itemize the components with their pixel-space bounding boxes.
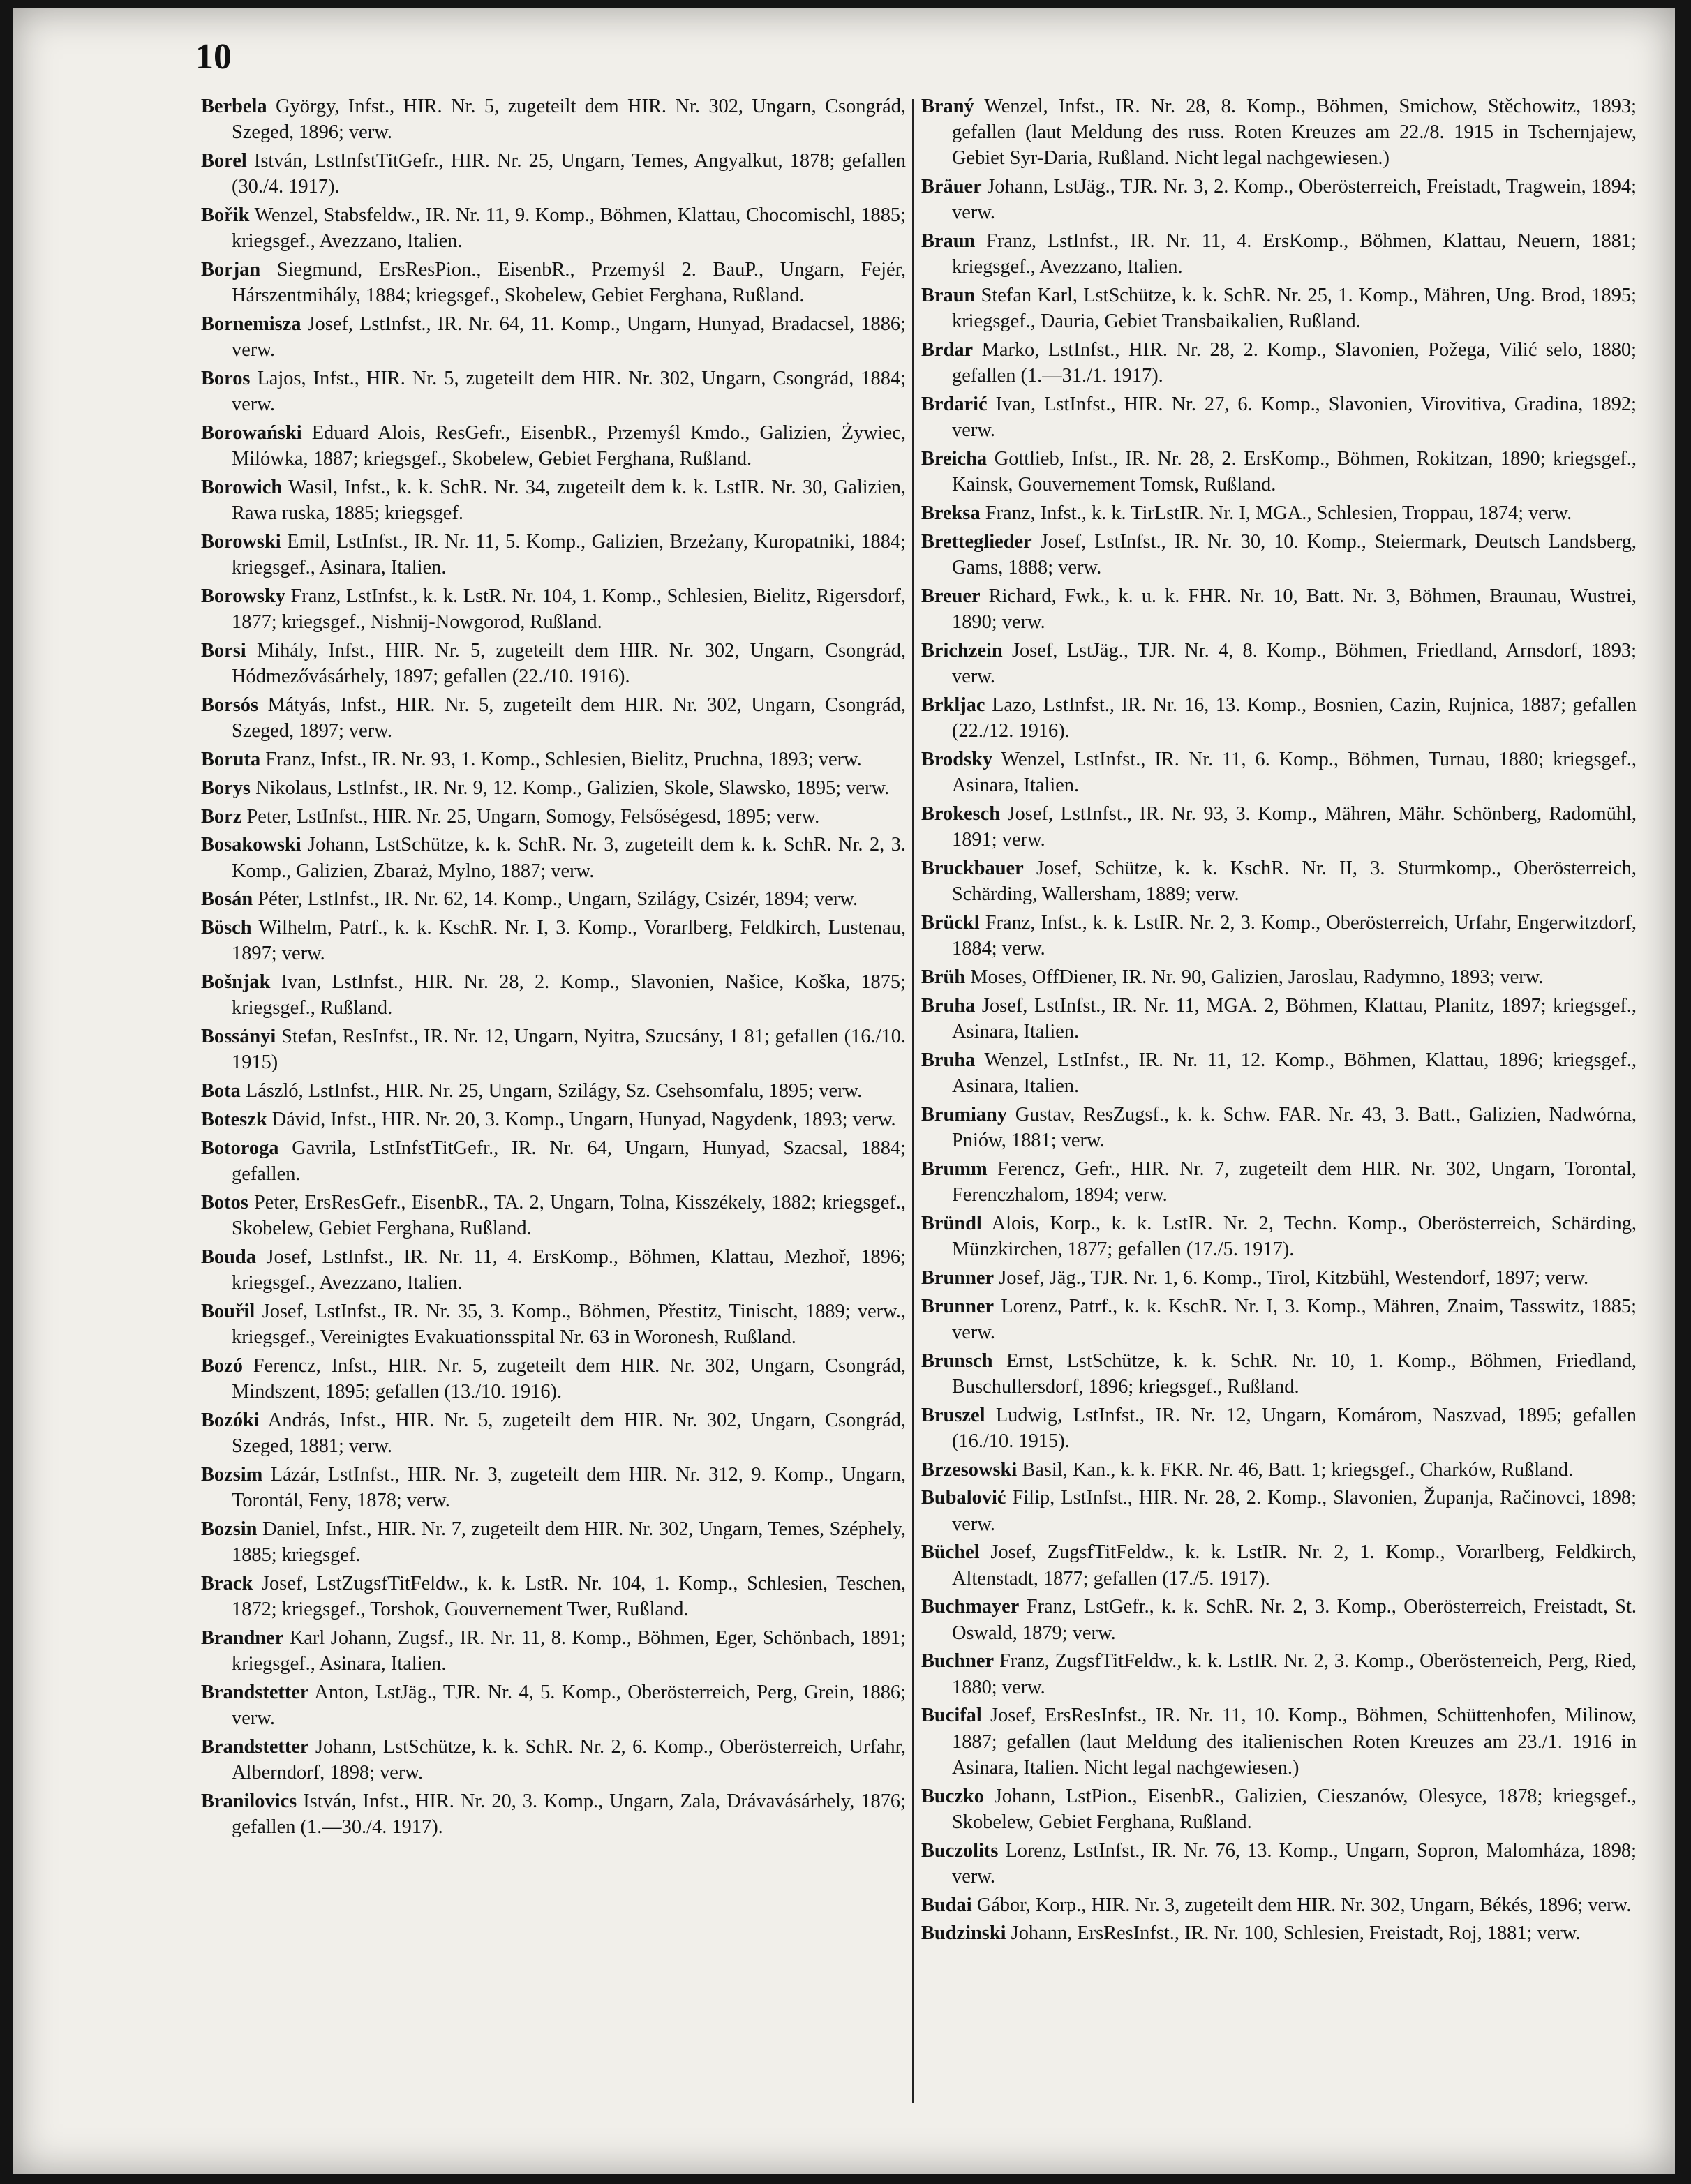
- entry-surname: Borowański: [201, 422, 302, 444]
- entry-details: Gottlieb, Infst., IR. Nr. 28, 2. ErsKomp., Böhmen, Rokitzan, 1890; kriegsgef., Kainsk, Gouvernement Tomsk, Rußland.: [952, 448, 1637, 496]
- entry-details: Ferencz, Gefr., HIR. Nr. 7, zugeteilt dem HIR. Nr. 302, Ungarn, Torontal, Ferenczhalom, 1894; verw.: [952, 1158, 1637, 1206]
- list-item: [921, 1920, 1637, 1946]
- list-item: [921, 801, 1637, 853]
- entry-surname: Budzinski: [921, 1922, 1006, 1945]
- entry-surname: Bretteglieder: [921, 531, 1032, 553]
- list-item: [921, 1539, 1637, 1591]
- list-item: [921, 228, 1637, 280]
- entry-surname: Bosán: [201, 888, 253, 911]
- list-item: [201, 583, 906, 635]
- entry-surname: Brumiany: [921, 1103, 1008, 1125]
- entry-surname: Bozóki: [201, 1409, 260, 1431]
- entry-details: Eduard Alois, ResGefr., EisenbR., Przemyśl Kmdo., Galizien, Żywiec, Milówka, 1887; kriegsgef., Skobelew, Gebiet Ferghana, Rußland.: [232, 422, 906, 470]
- entry-surname: Bosakowski: [201, 834, 301, 856]
- entry-details: Josef, LstInfst., IR. Nr. 93, 3. Komp., Mähren, Mähr. Schönberg, Radomühl, 1891; verw.: [952, 803, 1637, 851]
- list-item: [201, 1135, 906, 1187]
- list-item: [201, 529, 906, 581]
- list-item: [201, 1244, 906, 1296]
- entry-details: Gábor, Korp., HIR. Nr. 3, zugeteilt dem HIR. Nr. 302, Ungarn, Békés, 1896; verw.: [976, 1894, 1632, 1916]
- entry-details: Ludwig, LstInfst., IR. Nr. 12, Ungarn, Komárom, Naszvad, 1895; gefallen (16./10. 1915).: [952, 1404, 1637, 1452]
- list-item: [921, 1294, 1637, 1345]
- entry-surname: Boruta: [201, 749, 261, 770]
- list-item: [921, 1892, 1637, 1918]
- list-item: [921, 583, 1637, 635]
- entry-surname: Brunner: [921, 1295, 995, 1317]
- entry-details: Wilhelm, Patrf., k. k. KschR. Nr. I, 3. Komp., Vorarlberg, Feldkirch, Lustenau, 1897; verw.: [232, 917, 906, 965]
- list-item: [921, 337, 1637, 389]
- list-item: [201, 1571, 906, 1622]
- entry-details: István, Infst., HIR. Nr. 20, 3. Komp., Ungarn, Zala, Drávavásárhely, 1876; gefallen (1.—30./4. 1917).: [232, 1790, 906, 1838]
- entry-surname: Brkljac: [921, 694, 985, 716]
- entry-details: László, LstInfst., HIR. Nr. 25, Ungarn, Szilágy, Sz. Csehsomfalu, 1895; verw.: [245, 1080, 863, 1102]
- entry-details: Siegmund, ErsResPion., EisenbR., Przemyśl 2. BauP., Ungarn, Fejér, Hárszentmihály, 1884; kriegsgef., Skobelew, Gebiet Ferghana, Rußland.: [232, 259, 906, 307]
- entry-surname: Brodsky: [921, 749, 993, 770]
- entry-surname: Brdarić: [921, 394, 988, 416]
- list-item: [201, 257, 906, 308]
- entry-surname: Breuer: [921, 585, 981, 607]
- entry-details: Franz, LstGefr., k. k. SchR. Nr. 2, 3. Komp., Oberösterreich, Freistadt, St. Oswald, 1879; verw.: [952, 1596, 1637, 1644]
- entry-surname: Bräuer: [921, 176, 982, 198]
- entry-details: Josef, LstZugsfTitFeldw., k. k. LstR. Nr. 104, 1. Komp., Schlesien, Teschen, 1872; kriegsgef., Torshok, Gouvernement Twer, Rußland.: [232, 1572, 906, 1620]
- entry-surname: Borowich: [201, 477, 283, 498]
- entry-surname: Brandner: [201, 1626, 284, 1649]
- entry-surname: Bořik: [201, 204, 250, 226]
- entry-details: Johann, LstSchütze, k. k. SchR. Nr. 3, zugeteilt dem k. k. SchR. Nr. 2, 3. Komp., Galizien, Zbaraż, Mylno, 1887; verw.: [232, 834, 906, 882]
- list-item: [921, 1047, 1637, 1099]
- entry-surname: Bozó: [201, 1354, 243, 1377]
- entry-details: András, Infst., HIR. Nr. 5, zugeteilt dem HIR. Nr. 302, Ungarn, Csongrád, Szeged, 1881; verw.: [232, 1409, 907, 1457]
- entry-surname: Brückl: [921, 912, 980, 934]
- entry-details: Mátyás, Infst., HIR. Nr. 5, zugeteilt dem HIR. Nr. 302, Ungarn, Csongrád, Szeged, 1897; verw.: [232, 694, 906, 742]
- entry-details: Moses, OffDiener, IR. Nr. 90, Galizien, Jaroslau, Radymno, 1893; verw.: [970, 966, 1544, 988]
- entry-details: István, LstInfstTitGefr., HIR. Nr. 25, Ungarn, Temes, Angyalkut, 1878; gefallen (30./4. 1917).: [232, 150, 906, 198]
- entry-surname: Borsi: [201, 640, 246, 661]
- entry-surname: Bouda: [201, 1246, 256, 1268]
- list-item: [201, 148, 906, 200]
- entry-surname: Bruszel: [921, 1404, 985, 1426]
- entry-details: Dávid, Infst., HIR. Nr. 20, 3. Komp., Ungarn, Hunyad, Nagydenk, 1893; verw.: [271, 1108, 896, 1130]
- entry-surname: Boros: [201, 368, 251, 389]
- entry-surname: Brack: [201, 1572, 253, 1594]
- entry-surname: Borowski: [201, 531, 281, 553]
- list-item: [201, 886, 906, 912]
- entry-surname: Brüh: [921, 966, 966, 988]
- list-item: [201, 94, 906, 145]
- entry-surname: Buczolits: [921, 1839, 999, 1862]
- list-item: [921, 1485, 1637, 1536]
- list-item: [201, 638, 906, 689]
- entry-details: Filip, LstInfst., HIR. Nr. 28, 2. Komp., Slavonien, Županja, Račinovci, 1898; verw.: [952, 1487, 1637, 1535]
- list-item: [921, 747, 1637, 798]
- entry-details: Josef, LstJäg., TJR. Nr. 4, 8. Komp., Böhmen, Friedland, Arnsdorf, 1893; verw.: [952, 640, 1637, 688]
- page-number: 10: [195, 37, 232, 77]
- entry-details: Wasil, Infst., k. k. SchR. Nr. 34, zugeteilt dem k. k. LstIR. Nr. 30, Galizien, Rawa ruska, 1885; kriegsgef.: [232, 477, 906, 525]
- entry-surname: Boteszk: [201, 1108, 267, 1130]
- entry-surname: Bruha: [921, 994, 976, 1017]
- entry-surname: Braný: [921, 96, 974, 117]
- entry-surname: Brichzein: [921, 640, 1003, 661]
- entry-details: Lorenz, Patrf., k. k. KschR. Nr. I, 3. Komp., Mähren, Znaim, Tasswitz, 1885; verw.: [952, 1295, 1637, 1343]
- entry-details: Johann, ErsResInfst., IR. Nr. 100, Schlesien, Freistadt, Roj, 1881; verw.: [1011, 1922, 1581, 1945]
- list-item: [921, 1348, 1637, 1400]
- entry-surname: Braun: [921, 285, 976, 307]
- list-item: [921, 500, 1637, 526]
- list-item: [201, 311, 906, 363]
- entry-surname: Brdar: [921, 339, 974, 361]
- entry-surname: Bošnjak: [201, 971, 271, 994]
- entry-surname: Bösch: [201, 917, 252, 939]
- entry-surname: Botos: [201, 1191, 248, 1213]
- entry-surname: Buchmayer: [921, 1596, 1020, 1618]
- list-item: [201, 775, 906, 801]
- list-item: [921, 174, 1637, 225]
- entry-surname: Berbela: [201, 96, 267, 117]
- entry-surname: Bründl: [921, 1212, 982, 1234]
- entry-surname: Borys: [201, 777, 251, 799]
- entry-surname: Borz: [201, 805, 242, 828]
- list-item: [921, 1457, 1637, 1483]
- entry-details: Basil, Kan., k. k. FKR. Nr. 46, Batt. 1; kriegsgef., Charków, Rußland.: [1022, 1458, 1574, 1481]
- entry-details: Josef, LstInfst., IR. Nr. 35, 3. Komp., Böhmen, Přestitz, Tinischt, 1889; verw., kriegsgef., Vereinigtes Evakuationsspital Nr. 63 in Woronesh, Rußland.: [232, 1300, 906, 1348]
- entry-details: Josef, LstInfst., IR. Nr. 11, MGA. 2, Böhmen, Klattau, Planitz, 1897; kriegsgef., Asinara, Italien.: [952, 994, 1637, 1042]
- entry-details: Lazo, LstInfst., IR. Nr. 16, 13. Komp., Bosnien, Cazin, Rujnica, 1887; gefallen (22./12. 1916).: [952, 694, 1637, 742]
- entry-surname: Bornemisza: [201, 313, 301, 335]
- list-item: [921, 964, 1637, 990]
- entry-details: Lajos, Infst., HIR. Nr. 5, zugeteilt dem HIR. Nr. 302, Ungarn, Csongrád, 1884; verw.: [232, 368, 906, 416]
- entry-details: Ernst, LstSchütze, k. k. SchR. Nr. 10, 1. Komp., Böhmen, Friedland, Buschullersdorf, 1896; kriegsgef., Rußland.: [952, 1349, 1637, 1398]
- entry-details: Wenzel, LstInfst., IR. Nr. 11, 6. Komp., Böhmen, Turnau, 1880; kriegsgef., Asinara, Italien.: [952, 749, 1637, 797]
- list-item: [201, 915, 906, 966]
- list-item: [201, 366, 906, 417]
- entry-details: Gustav, ResZugsf., k. k. Schw. FAR. Nr. 43, 3. Batt., Galizien, Nadwórna, Pniów, 1881; verw.: [952, 1103, 1637, 1151]
- list-item: [921, 638, 1637, 689]
- entry-details: Lorenz, LstInfst., IR. Nr. 76, 13. Komp., Ungarn, Sopron, Malomháza, 1898; verw.: [952, 1839, 1637, 1887]
- entry-details: Franz, LstInfst., k. k. LstR. Nr. 104, 1. Komp., Schlesien, Bielitz, Rigersdorf, 1877; kriegsgef., Nishnij-Nowgorod, Rußland.: [232, 585, 906, 634]
- list-item: [201, 1462, 906, 1513]
- list-item: [921, 1703, 1637, 1781]
- list-item: [201, 1078, 906, 1104]
- left-column: [201, 94, 906, 1843]
- entry-details: Marko, LstInfst., HIR. Nr. 28, 2. Komp., Slavonien, Požega, Vilić selo, 1880; gefallen (1.—31./1. 1917).: [952, 339, 1637, 387]
- entry-details: Johann, LstSchütze, k. k. SchR. Nr. 2, 6. Komp., Oberösterreich, Urfahr, Alberndorf, 1898; verw.: [232, 1735, 906, 1783]
- entry-surname: Branilovics: [201, 1790, 297, 1812]
- list-item: [921, 1594, 1637, 1645]
- entry-surname: Botoroga: [201, 1137, 279, 1159]
- list-item: [201, 420, 906, 472]
- entry-surname: Breksa: [921, 502, 981, 525]
- entry-surname: Bota: [201, 1080, 241, 1102]
- entry-surname: Büchel: [921, 1541, 980, 1564]
- list-item: [201, 692, 906, 744]
- entry-details: György, Infst., HIR. Nr. 5, zugeteilt dem HIR. Nr. 302, Ungarn, Csongrád, Szeged, 1896; verw.: [232, 96, 906, 144]
- entry-surname: Breicha: [921, 448, 988, 470]
- entry-details: Péter, LstInfst., IR. Nr. 62, 14. Komp., Ungarn, Szilágy, Csizér, 1894; verw.: [258, 888, 858, 911]
- list-item: [201, 1107, 906, 1132]
- list-item: [921, 1648, 1637, 1700]
- entry-details: Johann, LstPion., EisenbR., Galizien, Cieszanów, Olesyce, 1878; kriegsgef., Skobelew, Gebiet Ferghana, Rußland.: [952, 1785, 1637, 1833]
- list-item: [201, 1788, 906, 1840]
- list-item: [201, 1353, 906, 1405]
- list-item: [921, 1403, 1637, 1454]
- list-item: [921, 993, 1637, 1045]
- entry-surname: Bubalović: [921, 1487, 1006, 1509]
- entry-details: Peter, LstInfst., HIR. Nr. 25, Ungarn, Somogy, Felsőségesd, 1895; verw.: [246, 805, 820, 828]
- entry-details: Josef, LstInfst., IR. Nr. 64, 11. Komp., Ungarn, Hunyad, Bradacsel, 1886; verw.: [232, 313, 906, 361]
- entry-details: Lázár, LstInfst., HIR. Nr. 3, zugeteilt dem HIR. Nr. 312, 9. Komp., Ungarn, Torontál, Feny, 1878; verw.: [232, 1463, 906, 1511]
- entry-surname: Bruckbauer: [921, 858, 1024, 879]
- list-item: [201, 969, 906, 1021]
- entry-details: Josef, LstInfst., IR. Nr. 11, 4. ErsKomp., Böhmen, Klattau, Mezhoř, 1896; kriegsgef., Avezzano, Italien.: [232, 1246, 906, 1294]
- entry-details: Wenzel, LstInfst., IR. Nr. 11, 12. Komp., Böhmen, Klattau, 1896; kriegsgef., Asinara, Italien.: [952, 1049, 1637, 1097]
- list-item: [921, 1265, 1637, 1291]
- entry-surname: Buczko: [921, 1785, 984, 1807]
- entry-details: Ivan, LstInfst., HIR. Nr. 27, 6. Komp., Slavonien, Virovitiva, Gradina, 1892; verw.: [952, 394, 1637, 442]
- entry-details: Emil, LstInfst., IR. Nr. 11, 5. Komp., Galizien, Brzeżany, Kuropatniki, 1884; kriegsgef., Asinara, Italien.: [232, 531, 906, 579]
- entry-surname: Braun: [921, 230, 976, 253]
- entry-details: Franz, LstInfst., IR. Nr. 11, 4. ErsKomp., Böhmen, Klattau, Neuern, 1881; kriegsgef., Avezzano, Italien.: [952, 230, 1637, 278]
- list-item: [201, 202, 906, 254]
- right-column: [921, 94, 1637, 1949]
- entry-details: Johann, LstJäg., TJR. Nr. 3, 2. Komp., Oberösterreich, Freistadt, Tragwein, 1894; verw.: [952, 176, 1637, 224]
- column-divider: [912, 99, 914, 2103]
- list-item: [921, 1211, 1637, 1262]
- entry-surname: Bozsin: [201, 1518, 258, 1540]
- entry-details: Franz, Infst., k. k. TirLstIR. Nr. I, MGA., Schlesien, Troppau, 1874; verw.: [985, 502, 1572, 525]
- entry-details: Stefan Karl, LstSchütze, k. k. SchR. Nr. 25, 1. Komp., Mähren, Ung. Brod, 1895; kriegsgef., Dauria, Gebiet Transbaikalien, Rußland.: [952, 285, 1637, 333]
- list-item: [921, 94, 1637, 172]
- list-item: [921, 855, 1637, 907]
- entry-surname: Budai: [921, 1894, 972, 1916]
- list-item: [201, 747, 906, 772]
- entry-surname: Brandstetter: [201, 1735, 309, 1758]
- entry-surname: Brandstetter: [201, 1681, 309, 1703]
- entry-details: Mihály, Infst., HIR. Nr. 5, zugeteilt dem HIR. Nr. 302, Ungarn, Csongrád, Hódmezővásárhely, 1897; gefallen (22./10. 1916).: [232, 640, 906, 688]
- entry-details: Wenzel, Stabsfeldw., IR. Nr. 11, 9. Komp., Böhmen, Klattau, Chocomischl, 1885; kriegsgef., Avezzano, Italien.: [232, 204, 906, 253]
- list-item: [201, 1625, 906, 1677]
- entry-surname: Borjan: [201, 259, 261, 281]
- entry-details: Karl Johann, Zugsf., IR. Nr. 11, 8. Komp., Böhmen, Eger, Schönbach, 1891; kriegsgef., Asinara, Italien.: [232, 1626, 906, 1675]
- list-item: [921, 283, 1637, 334]
- entry-details: Ferencz, Infst., HIR. Nr. 5, zugeteilt dem HIR. Nr. 302, Ungarn, Csongrád, Mindszent, 1895; gefallen (13./10. 1916).: [232, 1354, 906, 1403]
- entry-details: Peter, ErsResGefr., EisenbR., TA. 2, Ungarn, Tolna, Kisszékely, 1882; kriegsgef., Skobelew, Gebiet Ferghana, Rußland.: [232, 1191, 906, 1239]
- list-item: [921, 910, 1637, 962]
- entry-details: Wenzel, Infst., IR. Nr. 28, 8. Komp., Böhmen, Smichow, Stěchowitz, 1893; gefallen (laut Meldung des russ. Roten Kreuzes am 22./8. 1915 in Tschernjajew, Gebiet Syr-Daria, Rußland. Nicht legal nachgewiesen.): [952, 96, 1637, 170]
- entry-surname: Brunner: [921, 1266, 995, 1289]
- list-item: [201, 1024, 906, 1075]
- list-item: [201, 832, 906, 883]
- entry-surname: Bozsim: [201, 1463, 263, 1486]
- entry-details: Ivan, LstInfst., HIR. Nr. 28, 2. Komp., Slavonien, Našice, Koška, 1875; kriegsgef., Rußland.: [232, 971, 906, 1019]
- list-item: [201, 474, 906, 526]
- entry-surname: Bruha: [921, 1049, 976, 1071]
- entry-details: Alois, Korp., k. k. LstIR. Nr. 2, Techn. Komp., Oberösterreich, Schärding, Münzkirchen, 1877; gefallen (17./5. 1917).: [952, 1212, 1637, 1260]
- list-item: [921, 1838, 1637, 1890]
- entry-details: Josef, Jäg., TJR. Nr. 1, 6. Komp., Tirol, Kitzbühl, Westendorf, 1897; verw.: [999, 1266, 1589, 1289]
- entry-details: Nikolaus, LstInfst., IR. Nr. 9, 12. Komp., Galizien, Skole, Slawsko, 1895; verw.: [255, 777, 890, 799]
- entry-surname: Bossányi: [201, 1026, 276, 1048]
- entry-surname: Borowsky: [201, 585, 285, 607]
- list-item: [201, 1680, 906, 1731]
- entry-surname: Brumm: [921, 1158, 988, 1180]
- entry-surname: Brokesch: [921, 803, 1001, 825]
- list-item: [921, 529, 1637, 581]
- list-item: [921, 391, 1637, 443]
- entry-details: Franz, Infst., IR. Nr. 93, 1. Komp., Schlesien, Bielitz, Pruchna, 1893; verw.: [265, 749, 862, 770]
- entry-details: Josef, ZugsfTitFeldw., k. k. LstIR. Nr. 2, 1. Komp., Vorarlberg, Feldkirch, Altenstadt, 1877; gefallen (17./5. 1917).: [952, 1541, 1637, 1590]
- entry-details: Josef, Schütze, k. k. KschR. Nr. II, 3. Sturmkomp., Oberösterreich, Schärding, Wallersham, 1889; verw.: [952, 858, 1637, 906]
- entry-details: Daniel, Infst., HIR. Nr. 7, zugeteilt dem HIR. Nr. 302, Ungarn, Temes, Széphely, 1885; kriegsgef.: [232, 1518, 906, 1566]
- list-item: [201, 1734, 906, 1786]
- entry-surname: Buchner: [921, 1650, 995, 1673]
- list-item: [201, 1516, 906, 1568]
- entry-details: Richard, Fwk., k. u. k. FHR. Nr. 10, Batt. Nr. 3, Böhmen, Braunau, Wustrei, 1890; verw.: [952, 585, 1637, 634]
- entry-surname: Borel: [201, 150, 247, 172]
- entry-surname: Brunsch: [921, 1349, 993, 1372]
- list-item: [921, 1102, 1637, 1153]
- entry-details: Franz, Infst., k. k. LstIR. Nr. 2, 3. Komp., Oberösterreich, Urfahr, Engerwitzdorf, 1884; verw.: [952, 912, 1637, 960]
- entry-details: Gavrila, LstInfstTitGefr., IR. Nr. 64, Ungarn, Hunyad, Szacsal, 1884; gefallen.: [232, 1137, 906, 1185]
- entry-surname: Bucifal: [921, 1705, 982, 1727]
- entry-details: Josef, LstInfst., IR. Nr. 30, 10. Komp., Steiermark, Deutsch Landsberg, Gams, 1888; verw.: [952, 531, 1637, 579]
- entry-details: Anton, LstJäg., TJR. Nr. 4, 5. Komp., Oberösterreich, Perg, Grein, 1886; verw.: [232, 1681, 907, 1729]
- entry-surname: Bouřil: [201, 1300, 255, 1322]
- entry-details: Stefan, ResInfst., IR. Nr. 12, Ungarn, Nyitra, Szucsány, 1 81; gefallen (16./10. 1915): [232, 1026, 906, 1074]
- list-item: [201, 1407, 906, 1459]
- list-item: [201, 1190, 906, 1241]
- entry-details: Josef, ErsResInfst., IR. Nr. 11, 10. Komp., Böhmen, Schüttenhofen, Milinow, 1887; gefallen (laut Meldung des italienischen Roten Kreuzes am 23./1. 1916 in Asinara, Italien. Nicht legal nachgewiesen.): [952, 1705, 1637, 1779]
- list-item: [921, 1783, 1637, 1835]
- entry-details: Franz, ZugsfTitFeldw., k. k. LstIR. Nr. 2, 3. Komp., Oberösterreich, Perg, Ried, 1880; verw.: [952, 1650, 1637, 1698]
- list-item: [201, 804, 906, 830]
- list-item: [921, 692, 1637, 744]
- entry-surname: Brzesowski: [921, 1458, 1018, 1481]
- document-page: [13, 8, 1675, 2174]
- list-item: [201, 1299, 906, 1350]
- list-item: [921, 1156, 1637, 1208]
- list-item: [921, 446, 1637, 498]
- entry-surname: Borsós: [201, 694, 259, 716]
